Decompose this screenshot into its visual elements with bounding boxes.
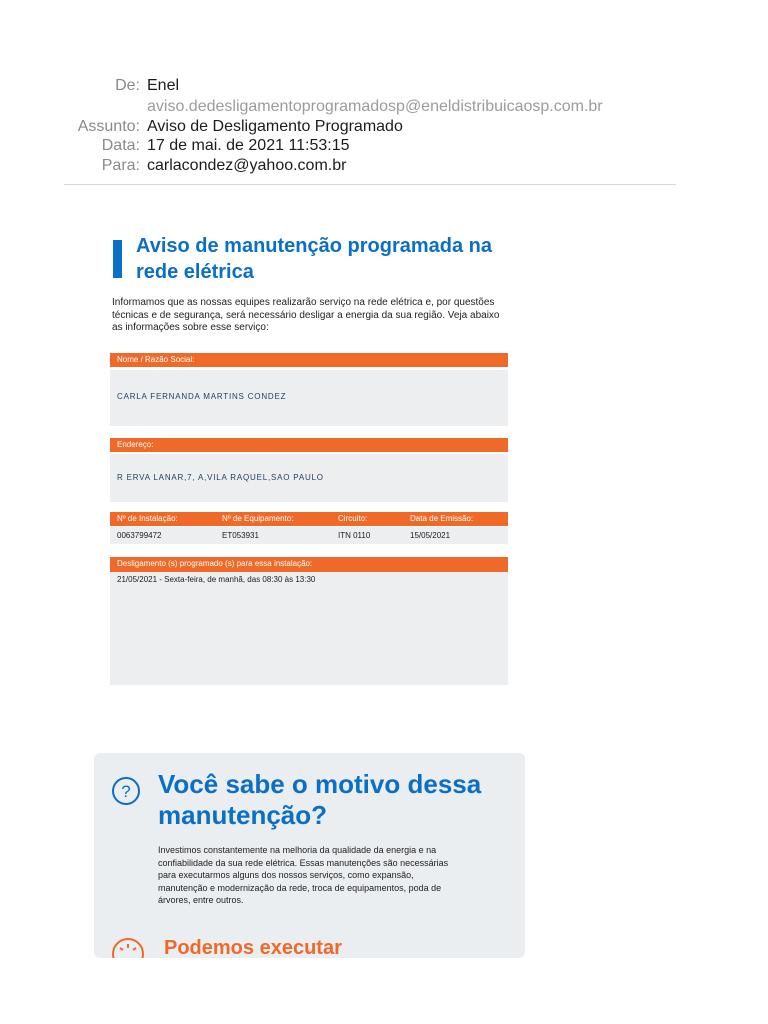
- notice-title: Aviso de manutenção programada na rede elétrica: [136, 235, 493, 283]
- notice-intro: Informamos que as nossas equipes realizarão serviço na rede elétrica e, por questões técnicas e de segurança, será necessário desligar a energia da sua região. Veja abaixo as informações sobre esse serviço:: [112, 297, 500, 333]
- shutoff-panel: [110, 572, 508, 685]
- date-row: [0, 136, 768, 156]
- subject-row: [0, 117, 768, 137]
- details-header-bar: [110, 512, 508, 526]
- subject-label: Assunto:: [77, 118, 140, 135]
- to-label: Para:: [101, 157, 140, 174]
- issue-date-value: 15/05/2021: [410, 531, 451, 540]
- name-value: CARLA FERNANDA MARTINS CONDEZ: [117, 392, 287, 401]
- equipment-label: Nº de Equipamento:: [222, 514, 294, 523]
- date-text: 17 de mai. de 2021 11:53:15: [147, 137, 350, 154]
- circuit-label: Circuito:: [338, 514, 368, 523]
- sender-address[interactable]: aviso.dedesligamentoprogramadosp@eneldistribuicaosp.com.br: [147, 98, 603, 115]
- sender-name[interactable]: Enel: [147, 77, 180, 94]
- info-body: Investimos constantemente na melhoria da qualidade da energia e na confiabilidade da sua rede elétrica. Essas manutenções são necessárias para executarmos alguns dos nossos serviços, como expansão, manutenção e modernização da rede, troca de equipamentos, poda de árvores, entre outros.: [158, 845, 449, 906]
- info-card: [94, 753, 525, 958]
- sun-icon: [110, 936, 146, 958]
- header-divider: [64, 184, 676, 185]
- recipient-address[interactable]: carlacondez@yahoo.com.br: [147, 157, 347, 174]
- details-values-row: [110, 527, 508, 544]
- to-row: [0, 156, 768, 176]
- from-row: [0, 76, 768, 96]
- subject-text: Aviso de Desligamento Programado: [147, 118, 403, 135]
- from-label: De:: [115, 77, 140, 94]
- issue-date-label: Data de Emissão:: [410, 514, 474, 523]
- info-title: Você sabe o motivo dessa manutenção?: [158, 769, 482, 830]
- installation-value: 0063799472: [117, 531, 162, 540]
- shutoff-label-bar: Desligamento (s) programado (s) para essa instalação:: [110, 557, 508, 572]
- question-circle-icon: [111, 776, 141, 806]
- shutoff-value: 21/05/2021 - Sexta-feira, de manhã, das 08:30 às 13:30: [117, 575, 316, 584]
- name-label-bar: Nome / Razão Social:: [110, 353, 508, 367]
- address-panel: [110, 454, 508, 502]
- installation-label: Nº de Instalação:: [117, 514, 178, 523]
- from-address-row: [0, 97, 768, 117]
- name-panel: [110, 370, 508, 426]
- info-subtitle: Podemos executar: [164, 937, 342, 958]
- address-label-bar: Endereço:: [110, 438, 508, 452]
- date-label: Data:: [101, 137, 140, 154]
- equipment-value: ET053931: [222, 531, 259, 540]
- svg-text:?: ?: [121, 782, 131, 801]
- address-value: R ERVA LANAR,7, A,VILA RAQUEL,SAO PAULO: [117, 473, 324, 482]
- title-accent-bar: [113, 240, 122, 278]
- circuit-value: ITN 0110: [338, 531, 371, 540]
